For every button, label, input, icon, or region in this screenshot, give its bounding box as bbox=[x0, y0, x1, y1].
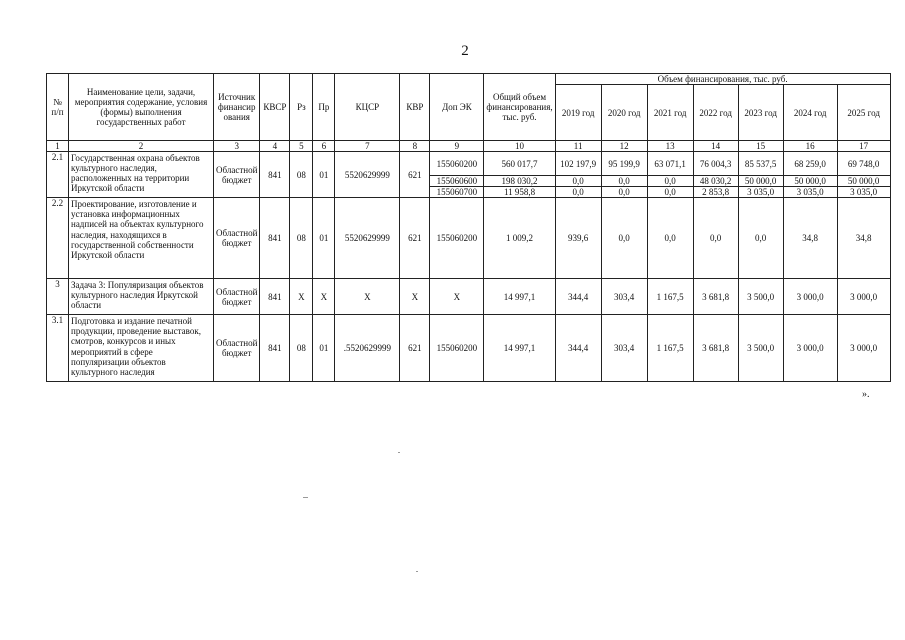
row-pr: 01 bbox=[313, 152, 335, 198]
row-2024: 3 000,0 bbox=[783, 315, 837, 382]
column-number: 17 bbox=[837, 141, 890, 152]
row-2020: 303,4 bbox=[601, 315, 647, 382]
table-row bbox=[47, 198, 891, 279]
row-total: 198 030,2 bbox=[484, 176, 555, 187]
row-rz: Х bbox=[290, 279, 313, 315]
row-rz: 08 bbox=[290, 152, 313, 198]
row-source: Областной бюджет bbox=[214, 315, 260, 382]
row-2021: 1 167,5 bbox=[647, 315, 693, 382]
row-2024: 3 035,0 bbox=[783, 187, 837, 198]
column-number: 14 bbox=[693, 141, 738, 152]
row-2022: 0,0 bbox=[693, 198, 738, 279]
row-dop-ek: 155060200 bbox=[430, 315, 484, 382]
header-year-2024: 2024 год bbox=[783, 85, 837, 141]
row-2023: 50 000,0 bbox=[738, 176, 783, 187]
column-number: 9 bbox=[430, 141, 484, 152]
table-row bbox=[47, 152, 891, 176]
row-2022: 3 681,8 bbox=[693, 279, 738, 315]
row-number: 2.2 bbox=[47, 198, 69, 279]
row-2020: 0,0 bbox=[601, 176, 647, 187]
column-number: 8 bbox=[400, 141, 430, 152]
column-number: 16 bbox=[783, 141, 837, 152]
header-kvr: КВР bbox=[400, 74, 430, 141]
row-name: Государственная охрана объектов культурного наследия, расположенных на территории Иркутской области bbox=[69, 152, 214, 198]
header-row bbox=[47, 74, 891, 85]
row-2024: 34,8 bbox=[783, 198, 837, 279]
row-kcsr: 5520629999 bbox=[335, 152, 400, 198]
row-kvsr: 841 bbox=[260, 198, 290, 279]
row-2022: 3 681,8 bbox=[693, 315, 738, 382]
header-rz: Рз bbox=[290, 74, 313, 141]
row-total: 14 997,1 bbox=[484, 279, 555, 315]
row-2019: 344,4 bbox=[555, 279, 601, 315]
column-number: 1 bbox=[47, 141, 69, 152]
column-number: 13 bbox=[647, 141, 693, 152]
header-year-2021: 2021 год bbox=[647, 85, 693, 141]
row-2021: 1 167,5 bbox=[647, 279, 693, 315]
row-2025: 34,8 bbox=[837, 198, 890, 279]
row-2022: 76 004,3 bbox=[693, 152, 738, 176]
column-number: 5 bbox=[290, 141, 313, 152]
row-dop-ek: 155060700 bbox=[430, 187, 484, 198]
row-dop-ek: 155060600 bbox=[430, 176, 484, 187]
row-total: 14 997,1 bbox=[484, 315, 555, 382]
row-pr: Х bbox=[313, 279, 335, 315]
row-pr: 01 bbox=[313, 198, 335, 279]
row-number: 3.1 bbox=[47, 315, 69, 382]
row-kcsr: 5520629999 bbox=[335, 198, 400, 279]
header-total: Общий объем финансирования, тыс. руб. bbox=[484, 74, 555, 141]
column-number: 4 bbox=[260, 141, 290, 152]
row-2025: 69 748,0 bbox=[837, 152, 890, 176]
row-2021: 0,0 bbox=[647, 176, 693, 187]
row-dop-ek: 155060200 bbox=[430, 198, 484, 279]
row-kvr: 621 bbox=[400, 152, 430, 198]
row-2020: 303,4 bbox=[601, 279, 647, 315]
row-pr: 01 bbox=[313, 315, 335, 382]
page-number: 2 bbox=[461, 43, 469, 59]
row-2025: 3 000,0 bbox=[837, 315, 890, 382]
table-row bbox=[47, 279, 891, 315]
row-name: Подготовка и издание печатной продукции, проведение выставок, смотров, конкурсов и иных мероприятий в сфере популяризации объектов культурного наследия bbox=[69, 315, 214, 382]
row-2021: 0,0 bbox=[647, 198, 693, 279]
row-2019: 939,6 bbox=[555, 198, 601, 279]
row-total: 11 958,8 bbox=[484, 187, 555, 198]
row-source: Областной бюджет bbox=[214, 279, 260, 315]
row-name: Проектирование, изготовление и установка информационных надписей на объектах культурного наследия, находящихся в государственной собственности Иркутской области bbox=[69, 198, 214, 279]
header-kvsr: КВСР bbox=[260, 74, 290, 141]
header-year-2020: 2020 год bbox=[601, 85, 647, 141]
row-2020: 0,0 bbox=[601, 198, 647, 279]
row-kcsr: .5520629999 bbox=[335, 315, 400, 382]
header-year-2019: 2019 год bbox=[555, 85, 601, 141]
row-total: 560 017,7 bbox=[484, 152, 555, 176]
row-total: 1 009,2 bbox=[484, 198, 555, 279]
row-number: 3 bbox=[47, 279, 69, 315]
header-funding-group: Объем финансирования, тыс. руб. bbox=[555, 74, 890, 85]
row-rz: 08 bbox=[290, 198, 313, 279]
row-kvsr: 841 bbox=[260, 315, 290, 382]
column-number: 10 bbox=[484, 141, 555, 152]
table-row bbox=[47, 315, 891, 382]
row-2020: 95 199,9 bbox=[601, 152, 647, 176]
column-number: 2 bbox=[69, 141, 214, 152]
row-dop-ek: Х bbox=[430, 279, 484, 315]
header-year-2022: 2022 год bbox=[693, 85, 738, 141]
scan-speck bbox=[416, 571, 418, 572]
row-2021: 0,0 bbox=[647, 187, 693, 198]
scan-speck bbox=[303, 497, 308, 498]
row-2023: 3 500,0 bbox=[738, 279, 783, 315]
row-2023: 3 035,0 bbox=[738, 187, 783, 198]
column-number: 6 bbox=[313, 141, 335, 152]
row-2021: 63 071,1 bbox=[647, 152, 693, 176]
scan-speck bbox=[398, 452, 400, 453]
row-2024: 50 000,0 bbox=[783, 176, 837, 187]
row-2022: 2 853,8 bbox=[693, 187, 738, 198]
header-pr: Пр bbox=[313, 74, 335, 141]
header-kcsr: КЦСР bbox=[335, 74, 400, 141]
row-kcsr: Х bbox=[335, 279, 400, 315]
row-kvr: 621 bbox=[400, 315, 430, 382]
financing-table bbox=[46, 73, 891, 382]
row-kvr: 621 bbox=[400, 198, 430, 279]
row-2023: 3 500,0 bbox=[738, 315, 783, 382]
header-year-2025: 2025 год bbox=[837, 85, 890, 141]
row-2024: 68 259,0 bbox=[783, 152, 837, 176]
column-numbers-row bbox=[47, 141, 891, 152]
row-source: Областной бюджет bbox=[214, 198, 260, 279]
row-2022: 48 030,2 bbox=[693, 176, 738, 187]
header-num: № п/п bbox=[47, 74, 69, 141]
header-year-2023: 2023 год bbox=[738, 85, 783, 141]
row-2019: 0,0 bbox=[555, 187, 601, 198]
row-2020: 0,0 bbox=[601, 187, 647, 198]
column-number: 3 bbox=[214, 141, 260, 152]
row-2025: 50 000,0 bbox=[837, 176, 890, 187]
row-2019: 102 197,9 bbox=[555, 152, 601, 176]
row-kvr: Х bbox=[400, 279, 430, 315]
row-rz: 08 bbox=[290, 315, 313, 382]
row-kvsr: 841 bbox=[260, 152, 290, 198]
closing-quote: ». bbox=[862, 389, 870, 400]
column-number: 7 bbox=[335, 141, 400, 152]
header-source: Источник финансирования bbox=[214, 74, 260, 141]
row-number: 2.1 bbox=[47, 152, 69, 198]
header-name: Наименование цели, задачи, мероприятия содержание, условия (формы) выполнения государственных работ bbox=[69, 74, 214, 141]
column-number: 15 bbox=[738, 141, 783, 152]
row-2023: 85 537,5 bbox=[738, 152, 783, 176]
row-source: Областной бюджет bbox=[214, 152, 260, 198]
row-kvsr: 841 bbox=[260, 279, 290, 315]
row-2025: 3 035,0 bbox=[837, 187, 890, 198]
column-number: 12 bbox=[601, 141, 647, 152]
column-number: 11 bbox=[555, 141, 601, 152]
row-2023: 0,0 bbox=[738, 198, 783, 279]
row-2019: 344,4 bbox=[555, 315, 601, 382]
row-2024: 3 000,0 bbox=[783, 279, 837, 315]
header-dop-ek: Доп ЭК bbox=[430, 74, 484, 141]
row-dop-ek: 155060200 bbox=[430, 152, 484, 176]
row-2019: 0,0 bbox=[555, 176, 601, 187]
row-2025: 3 000,0 bbox=[837, 279, 890, 315]
row-name: Задача 3: Популяризация объектов культурного наследия Иркутской области bbox=[69, 279, 214, 315]
